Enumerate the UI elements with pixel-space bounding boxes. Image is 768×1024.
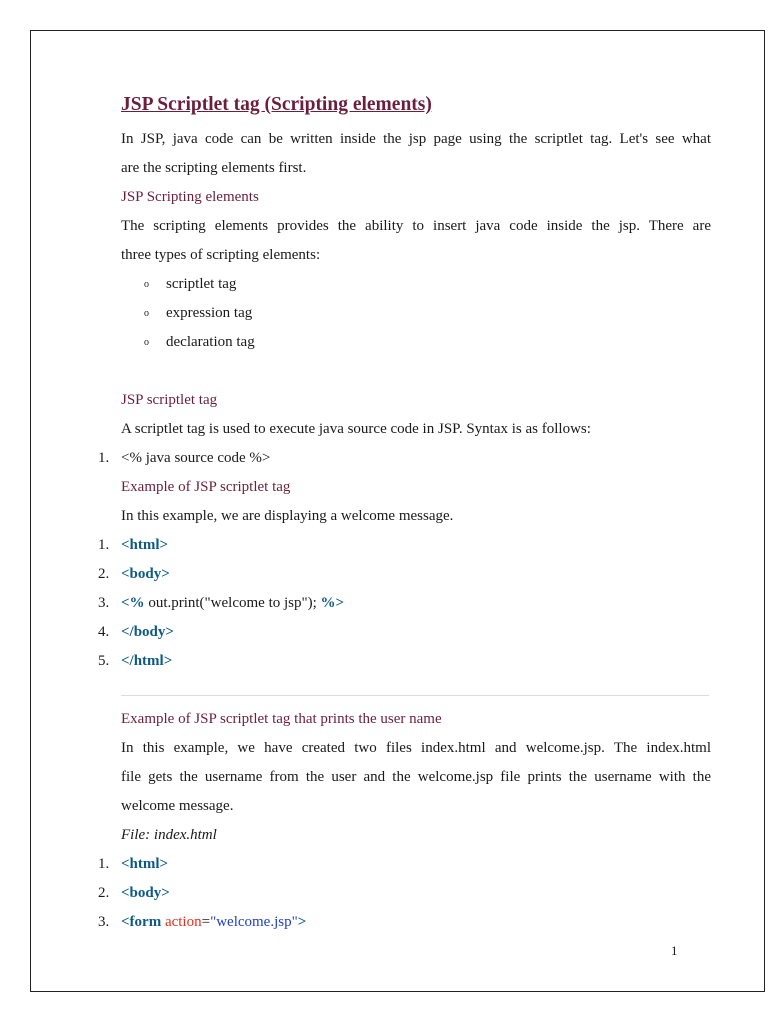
scripting-line-1: The scripting elements provides the ability to insert java code inside the jsp. There are — [121, 218, 711, 234]
line-number: 1. — [98, 856, 110, 872]
line-number: 3. — [98, 914, 110, 930]
form-attr-action: action — [164, 914, 202, 930]
heading-scriptlet-tag: JSP scriptlet tag — [121, 392, 218, 408]
code-tag-body: <body> — [121, 566, 170, 582]
scripting-line-2: three types of scripting elements: — [121, 247, 321, 263]
syntax-code: <% java source code %> — [121, 450, 271, 466]
scriptlet-close: %> — [320, 595, 345, 611]
list-item: scriptlet tag — [166, 276, 237, 292]
list-item: expression tag — [166, 305, 253, 321]
form-attr-equals: = — [201, 914, 211, 930]
line-number: 2. — [98, 885, 110, 901]
intro-line-2: are the scripting elements first. — [121, 160, 307, 176]
code-tag-html-close: </html> — [121, 653, 173, 669]
form-tag-open: <form — [121, 914, 165, 930]
intro-line-1: In JSP, java code can be written inside the jsp page using the scriptlet tag. Let's see what — [121, 131, 711, 147]
code-tag-body: <body> — [121, 885, 170, 901]
document-title: JSP Scriptlet tag (Scripting elements) — [121, 94, 432, 115]
bullet-marker: o — [144, 279, 149, 290]
line-number: 4. — [98, 624, 110, 640]
document-content — [31, 31, 764, 991]
page-number: 1 — [671, 943, 678, 958]
scriptlet-open: <% — [121, 595, 145, 611]
line-number: 1. — [98, 537, 110, 553]
line-number: 1. — [98, 450, 110, 466]
page-frame — [30, 30, 765, 992]
scriptlet-body: out.print("welcome to jsp"); — [144, 595, 321, 611]
example-2-line-1: In this example, we have created two files index.html and welcome.jsp. The index.html — [121, 740, 711, 756]
form-attr-value: "welcome.jsp" — [210, 914, 298, 930]
line-number: 3. — [98, 595, 110, 611]
bullet-marker: o — [144, 308, 149, 319]
code-line-scriptlet — [121, 593, 344, 613]
form-tag-close: > — [297, 914, 307, 930]
bullet-marker: o — [144, 337, 149, 348]
line-number: 2. — [98, 566, 110, 582]
list-item: declaration tag — [166, 334, 255, 350]
file-label: File: index.html — [121, 827, 217, 843]
scriptlet-description: A scriptlet tag is used to execute java source code in JSP. Syntax is as follows: — [121, 421, 591, 437]
code-tag-html: <html> — [121, 856, 169, 872]
section-divider — [121, 695, 709, 696]
line-number: 5. — [98, 653, 110, 669]
example-1-description: In this example, we are displaying a welcome message. — [121, 508, 454, 524]
heading-example-2: Example of JSP scriptlet tag that prints the user name — [121, 711, 442, 727]
code-tag-body-close: </body> — [121, 624, 174, 640]
example-2-line-3: welcome message. — [121, 798, 234, 814]
code-tag-html: <html> — [121, 537, 169, 553]
code-line-form — [121, 912, 306, 932]
example-2-line-2: file gets the username from the user and the welcome.jsp file prints the username with the — [121, 769, 711, 785]
heading-scripting-elements: JSP Scripting elements — [121, 189, 259, 205]
heading-example-1: Example of JSP scriptlet tag — [121, 479, 291, 495]
